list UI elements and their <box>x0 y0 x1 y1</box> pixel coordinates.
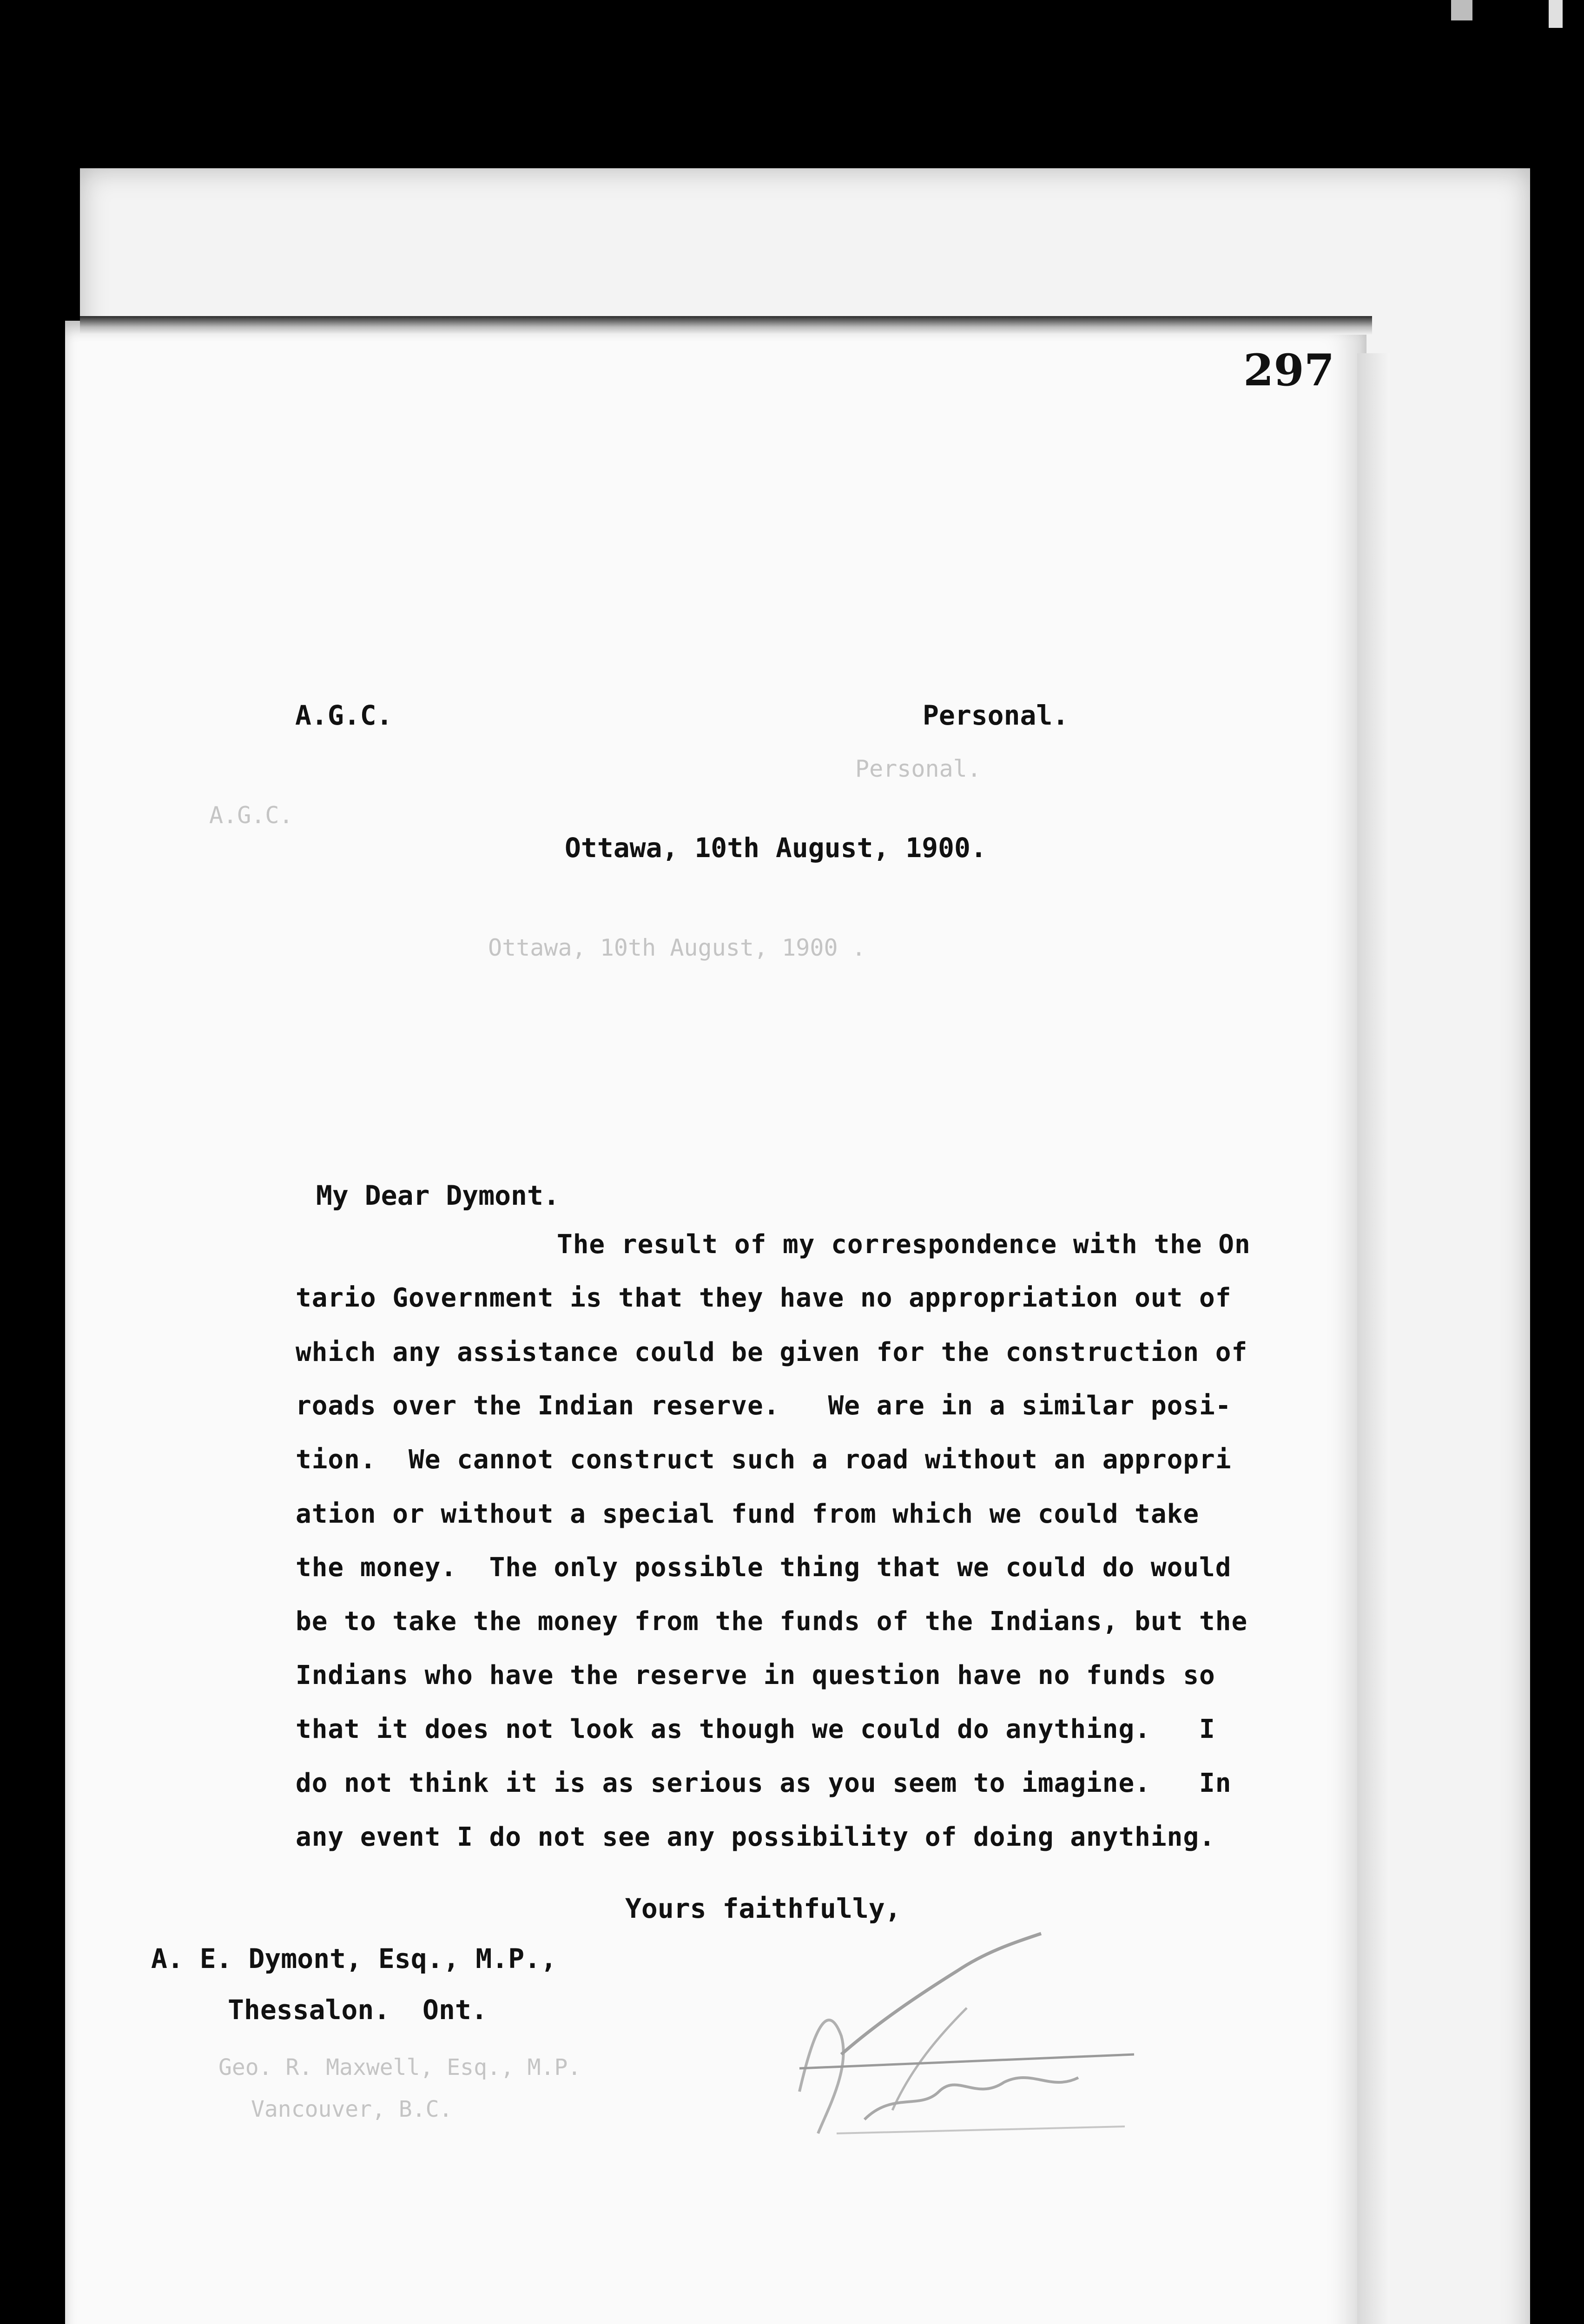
ghost-personal: Personal. <box>855 755 981 782</box>
ghost-recipient-place: Vancouver, B.C. <box>251 2096 453 2122</box>
body-line: which any assistance could be given for the construction of <box>296 1337 1248 1367</box>
page-number: 297 <box>1243 345 1335 396</box>
body-line: tario Government is that they have no appropriation out of <box>296 1283 1232 1313</box>
closing: Yours faithfully, <box>625 1893 901 1924</box>
body-line: ation or without a special fund from which we could take <box>296 1499 1200 1529</box>
body-line: the money. The only possible thing that we could do would <box>296 1552 1232 1583</box>
ghost-dateline: Ottawa, 10th August, 1900 . <box>488 934 866 961</box>
body-line: The result of my correspondence with the On <box>557 1229 1251 1260</box>
salutation: My Dear Dymont. <box>316 1180 560 1211</box>
recipient-place: Thessalon. Ont. <box>228 1994 488 2026</box>
header-left: A.G.C. <box>295 700 393 731</box>
header-right: Personal. <box>923 700 1069 731</box>
ghost-agc: A.G.C. <box>209 802 293 829</box>
body-line: Indians who have the reserve in question have no funds so <box>296 1660 1215 1690</box>
body-line: tion. We cannot construct such a road without an appropri <box>296 1445 1232 1475</box>
body-line: that it does not look as though we could do anything. I <box>296 1714 1215 1744</box>
dateline: Ottawa, 10th August, 1900. <box>565 832 987 864</box>
recipient-name: A. E. Dymont, Esq., M.P., <box>151 1943 557 1974</box>
page-edge <box>1357 353 1390 2324</box>
frame-corner-mark <box>1549 0 1563 28</box>
ghost-recipient-name: Geo. R. Maxwell, Esq., M.P. <box>218 2054 581 2080</box>
page-top-fold <box>80 316 1372 335</box>
body-line: any event I do not see any possibility of doing anything. <box>296 1822 1215 1852</box>
body-line: be to take the money from the funds of the Indians, but the <box>296 1606 1248 1637</box>
frame-corner-mark <box>1451 0 1472 20</box>
body-line: roads over the Indian reserve. We are in a similar posi- <box>296 1391 1232 1421</box>
body-line: do not think it is as serious as you seem to imagine. In <box>296 1768 1232 1798</box>
signature <box>772 1915 1153 2157</box>
